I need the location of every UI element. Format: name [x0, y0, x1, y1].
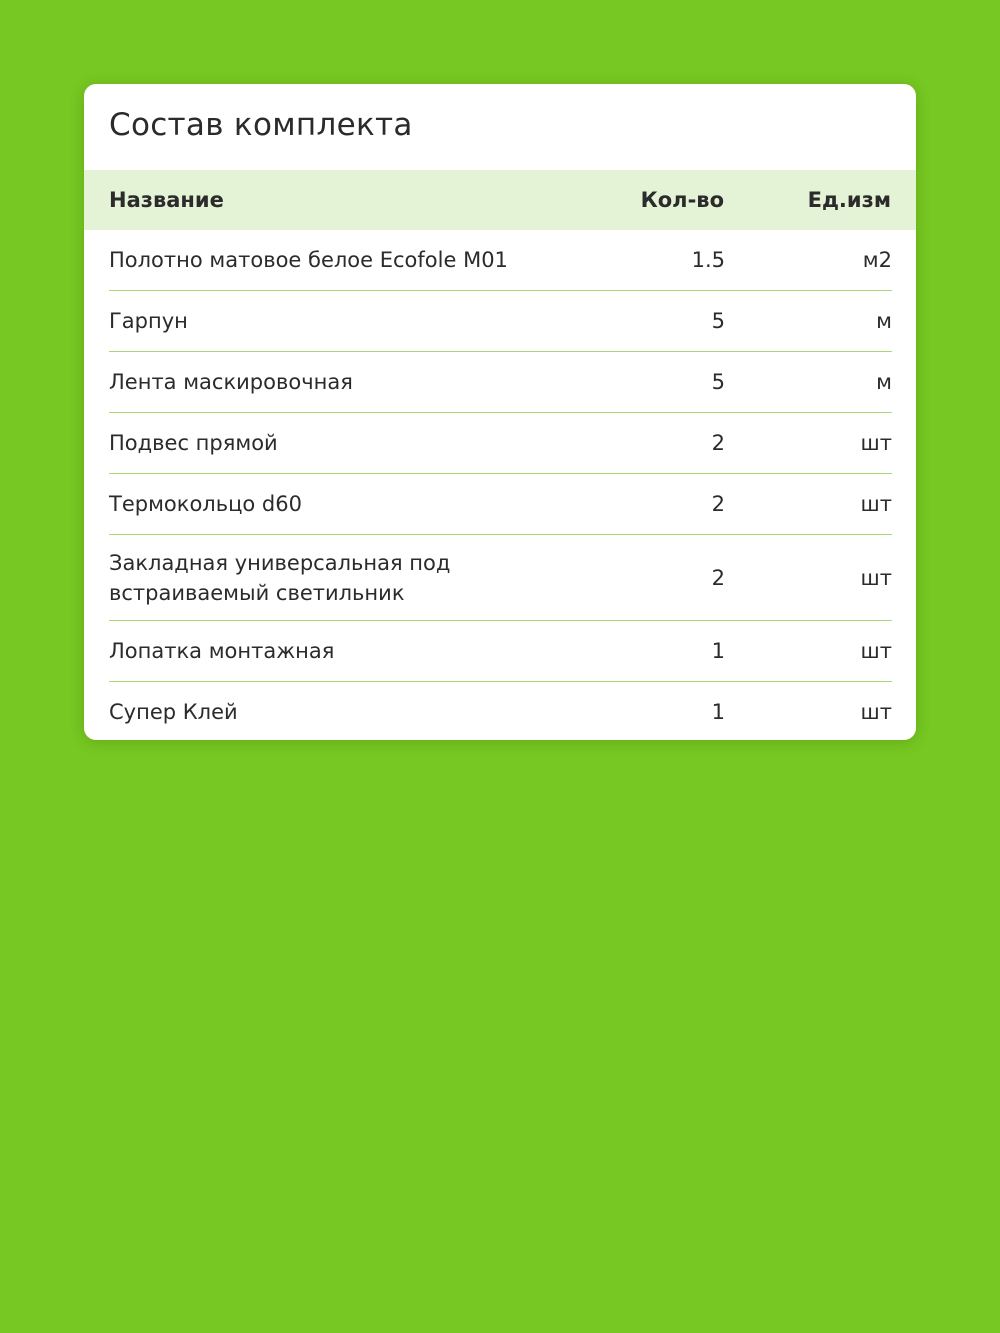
- item-unit: шт: [860, 639, 892, 663]
- column-header-name: Название: [109, 188, 224, 212]
- item-qty: 2: [711, 565, 725, 590]
- item-qty: 1: [711, 700, 725, 724]
- table-row: [109, 291, 892, 352]
- item-qty: 5: [711, 370, 725, 394]
- table-row: [109, 230, 892, 291]
- item-qty: 2: [711, 431, 725, 455]
- item-name: Подвес прямой: [109, 431, 278, 455]
- item-qty: 5: [711, 309, 725, 333]
- item-qty: 1: [711, 639, 725, 663]
- item-qty: 2: [711, 492, 725, 516]
- table-row: [109, 352, 892, 413]
- table-body: [109, 230, 892, 740]
- table-row: [109, 535, 892, 621]
- item-name: Лента маскировочная: [109, 370, 353, 394]
- item-name: Лопатка монтажная: [109, 639, 335, 663]
- item-name: Закладная универсальная под встраиваемый светильник: [109, 550, 451, 605]
- item-name: Полотно матовое белое Ecofole M01: [109, 248, 508, 272]
- table-row: [109, 474, 892, 535]
- item-name: Супер Клей: [109, 700, 238, 724]
- column-header-qty: Кол-во: [640, 188, 724, 212]
- item-unit: м: [876, 309, 892, 333]
- item-qty: 1.5: [691, 248, 725, 272]
- kit-card: [84, 84, 916, 740]
- item-unit: шт: [860, 431, 892, 455]
- item-unit: м: [876, 370, 892, 394]
- table-row: [109, 682, 892, 740]
- kit-title: Состав комплекта: [109, 107, 413, 143]
- item-name: Гарпун: [109, 309, 188, 333]
- item-unit: шт: [860, 492, 892, 516]
- item-unit: шт: [860, 700, 892, 724]
- item-unit: шт: [860, 565, 892, 590]
- item-unit: м2: [862, 248, 892, 272]
- table-row: [109, 413, 892, 474]
- table-header: [84, 170, 916, 230]
- item-name: Термокольцо d60: [109, 492, 302, 516]
- column-header-unit: Ед.изм: [807, 188, 891, 212]
- table-row: [109, 621, 892, 682]
